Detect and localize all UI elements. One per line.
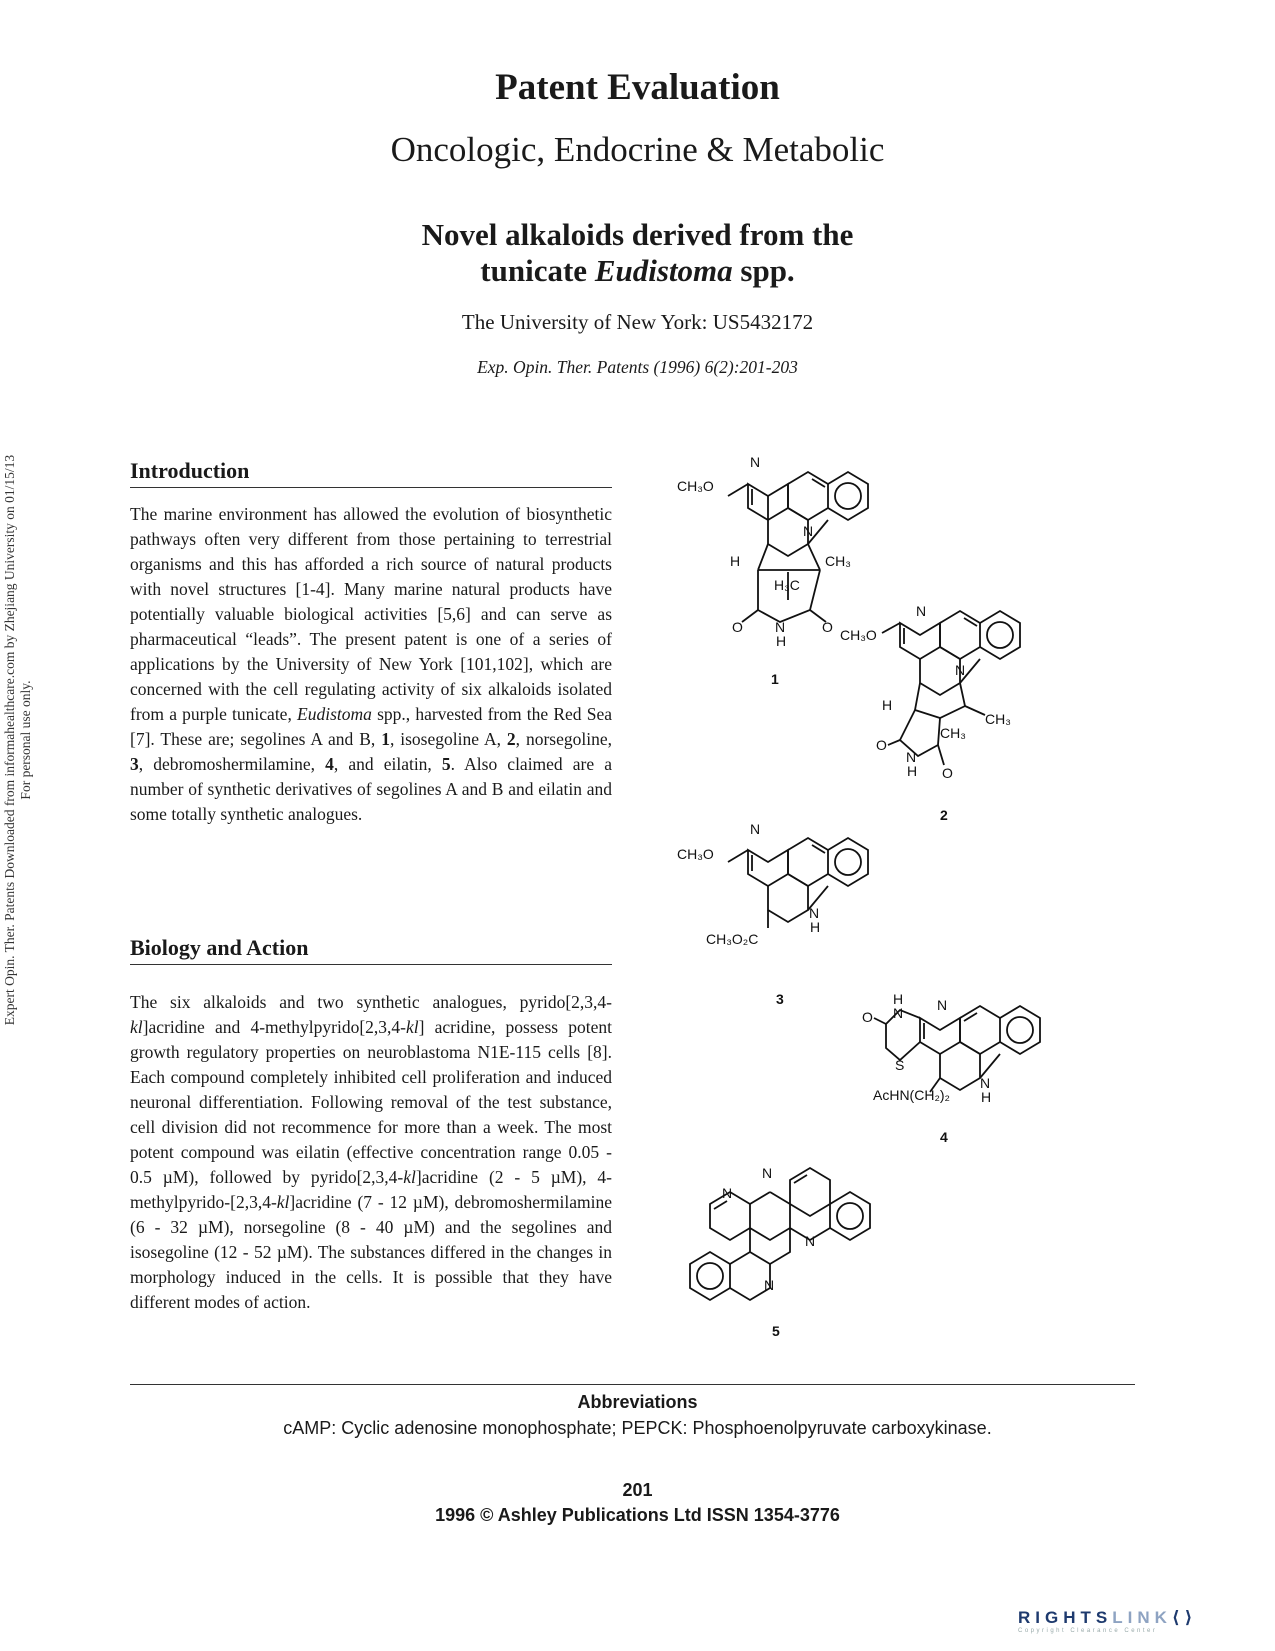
s3-och3: CH₃O: [677, 846, 714, 862]
s2-o-left: O: [876, 737, 887, 753]
s4-number: 4: [940, 1129, 948, 1145]
introduction-paragraph: The marine environment has allowed the evolution of biosynthetic pathways often very different from those pertaining to terrestrial organisms and this has afforded a rich source of natural products with novel structures [1-4]. Many marine natural products have potentially valuable biological activities [5,6] and can serve as pharmaceutical “leads”. The present patent is one of a series of applications by the University of New York [101,102], which are concerned with the cell regulating activity of six alkaloids isolated from a purple tunicate, Eudistoma spp., harvested from the Red Sea [7]. These are; segolines A and B, 1, isosegoline A, 2, norsegoline, 3, debromoshermilamine, 4, and eilatin, 5. Also claimed are a number of synthetic derivatives of segolines A and B and eilatin and some totally synthetic analogues.: [130, 504, 613, 824]
page-number: 201: [622, 1480, 653, 1500]
s3-nh-n: N: [809, 905, 820, 921]
structure-3: [677, 821, 868, 1007]
rightslink-logo: RIGHTSLINK⟨⟩: [1018, 1608, 1198, 1627]
s1-h: H: [730, 553, 741, 569]
title-suffix: spp.: [732, 253, 795, 288]
title-prefix: tunicate: [480, 253, 595, 288]
s1-och3: CH₃O: [677, 478, 714, 494]
citation: Exp. Opin. Ther. Patents (1996) 6(2):201-203: [477, 357, 798, 377]
download-watermark: [2, 380, 52, 1100]
s2-number: 2: [940, 807, 948, 823]
s2-n-top: N: [916, 603, 927, 619]
watermark-line-1: Expert Opin. Ther. Patents Downloaded from informahealthcare.com by Zhejiang University on 01/15/13: [2, 454, 17, 1026]
s2-n-mid: N: [955, 662, 966, 678]
rightslink-badge[interactable]: [1018, 1608, 1197, 1634]
s4-n-ring: N: [937, 997, 948, 1013]
s3-nh-h: H: [810, 919, 821, 935]
s4-nh2-n: N: [980, 1075, 991, 1091]
s5-n1: N: [762, 1165, 773, 1181]
s4-side-chain: AcHN(CH₂)₂: [873, 1087, 950, 1103]
copyright: 1996 © Ashley Publications Ltd ISSN 1354-3776: [435, 1505, 840, 1525]
s5-number: 5: [772, 1323, 780, 1339]
section-area: Oncologic, Endocrine & Metabolic: [390, 130, 885, 169]
abbreviations-text: cAMP: Cyclic adenosine monophosphate; PEPCK: Phosphoenolpyruvate carboxykinase.: [283, 1418, 992, 1438]
assignee: The University of New York: US5432172: [461, 310, 814, 334]
s1-h3c: H₃C: [774, 577, 800, 593]
rightslink-subtitle: Copyright Clearance Center: [1018, 1628, 1158, 1634]
s5-n4: N: [764, 1277, 775, 1293]
s4-nh-n: N: [893, 1005, 904, 1021]
s2-ch3-b: CH₃: [940, 725, 966, 741]
s5-n3: N: [805, 1233, 816, 1249]
s4-o: O: [862, 1009, 873, 1025]
s2-o-right: O: [942, 765, 953, 781]
structure-4: [862, 991, 1040, 1145]
s3-ester: CH₃O₂C: [706, 931, 759, 947]
s3-number: 3: [776, 991, 784, 1007]
biology-paragraph: The six alkaloids and two synthetic analogues, pyrido[2,3,4-kl]acridine and 4-methylpyrido[2,3,4-kl] acridine, possess potent growth regulatory properties on neuroblastoma N1E-115 cells [8]. Each compound completely inhibited cell proliferation and induced neuronal differentiation. Following removal of the test substance, cell division did not recommence for more than a week. The most potent compound was eilatin (effective concentration range 0.05 - 0.5 µM), followed by pyrido[2,3,4-kl]acridine (2 - 5 µM), 4-methylpyrido-[2,3,4-kl]acridine (7 - 12 µM), debromoshermilamine (6 - 32 µM), norsegoline (8 - 40 µM) and the segolines and isosegoline (12 - 52 µM). The substances differed in the changes in morphology induced in the cells. It is possible that they have different modes of action.: [130, 992, 612, 1312]
s1-o-left: O: [732, 619, 743, 635]
s1-nh-n: N: [775, 619, 786, 635]
s5-n2: N: [722, 1185, 733, 1201]
chemical-structures-figure: [640, 455, 1080, 1380]
article-title-line-2: [0, 253, 1275, 289]
watermark-line-2: For personal use only.: [18, 680, 33, 800]
s4-nh2-h: H: [981, 1089, 992, 1105]
section-type: Patent Evaluation: [495, 67, 780, 108]
s1-nh-h: H: [776, 633, 787, 649]
structure-5: [690, 1165, 870, 1339]
s2-ch3-a: CH₃: [985, 711, 1011, 727]
abbreviations-title: Abbreviations: [577, 1392, 698, 1412]
s2-och3: CH₃O: [840, 627, 877, 643]
biology-heading: Biology and Action: [130, 935, 612, 965]
s4-nh-h: H: [893, 991, 904, 1007]
rightslink-glyph-icon: ⟨⟩: [1171, 1608, 1198, 1627]
title-genus: Eudistoma: [594, 253, 733, 288]
s2-h: H: [882, 697, 893, 713]
s1-number: 1: [771, 671, 779, 687]
structure-1: [677, 455, 868, 687]
s2-nh-h: H: [907, 763, 918, 779]
s1-n-mid: N: [803, 523, 814, 539]
s2-nh-n: N: [906, 749, 917, 765]
s1-o-right: O: [822, 619, 833, 635]
s1-n-top: N: [750, 455, 761, 470]
s1-ch3: CH₃: [825, 553, 851, 569]
s4-s: S: [895, 1057, 905, 1073]
introduction-heading: Introduction: [130, 458, 612, 488]
article-title-line-1: Novel alkaloids derived from the: [421, 217, 854, 252]
s3-n-top: N: [750, 821, 761, 837]
abbreviations-rule: [130, 1384, 1135, 1385]
structure-2: [840, 603, 1020, 823]
